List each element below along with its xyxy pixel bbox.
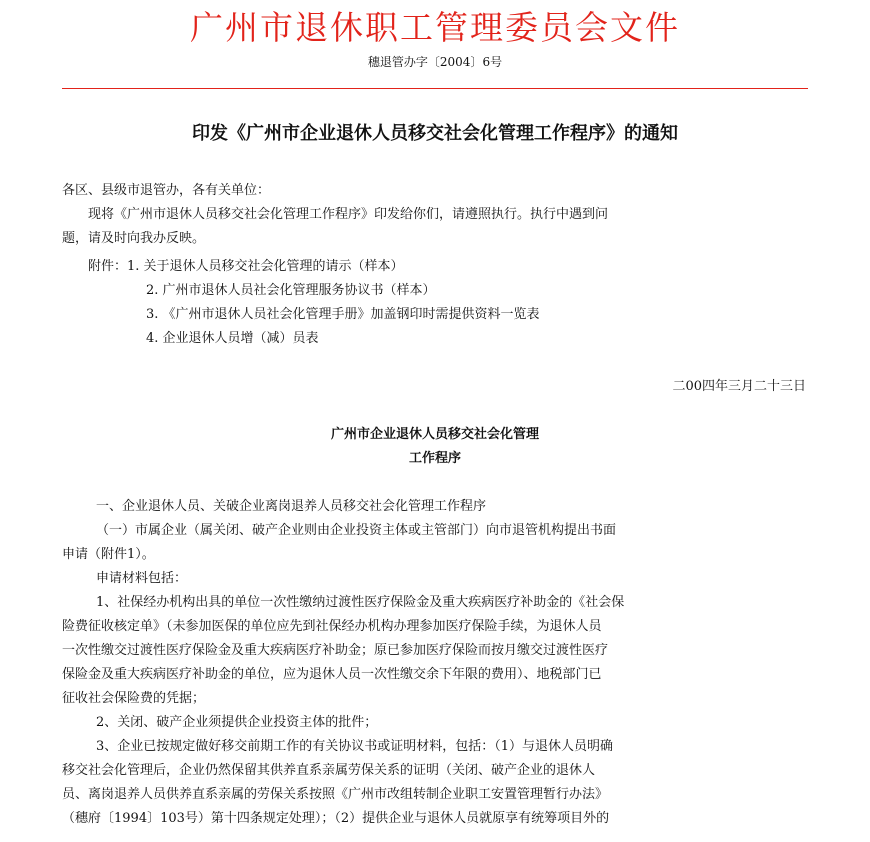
issue-date: 二00四年三月二十三日	[672, 379, 806, 394]
procedure-line: 申请材料包括：	[96, 571, 188, 586]
procedure-line: 员、离岗退养人员供养直系亲属的劳保关系按照《广州市改组转制企业职工安置管理暂行办法》	[62, 787, 609, 802]
procedure-line: 一、企业退休人员、关破企业离岗退养人员移交社会化管理工作程序	[96, 499, 487, 514]
attachment-item: 2. 广州市退休人员社会化管理服务协议书（样本）	[146, 283, 436, 298]
procedure-line: 征收社会保险费的凭据；	[62, 691, 206, 706]
procedure-line: 保险金及重大疾病医疗补助金的单位，应为退休人员一次性缴交余下年限的费用）、地税部门已	[62, 667, 602, 682]
procedure-line: 一次性缴交过渡性医疗保险金及重大疾病医疗补助金；原已参加医疗保险而按月缴交过渡性医疗	[62, 643, 609, 658]
body-paragraph-line: 题，请及时向我办反映。	[62, 231, 206, 246]
procedure-subtitle: 工作程序	[408, 451, 461, 466]
attachment-item: 附件：1. 关于退休人员移交社会化管理的请示（样本）	[88, 259, 404, 274]
document-header-title: 广州市退休职工管理委员会文件	[190, 8, 680, 47]
attachment-item: 3. 《广州市退休人员社会化管理手册》加盖钢印时需提供资料一览表	[146, 307, 540, 322]
procedure-line: 申请（附件1）。	[62, 547, 155, 562]
document-number: 穗退管办字〔2004〕6号	[367, 55, 503, 69]
procedure-line: 移交社会化管理后，企业仍然保留其供养直系亲属劳保关系的证明（关闭、破产企业的退休人	[62, 763, 596, 778]
procedure-line: 3、企业已按规定做好移交前期工作的有关协议书或证明材料，包括：（1）与退休人员明确	[96, 739, 614, 754]
procedure-title: 广州市企业退休人员移交社会化管理	[330, 427, 539, 442]
procedure-line: 险费征收核定单》（未参加医保的单位应先到社保经办机构办理参加医疗保险手续，为退休人员	[62, 619, 602, 634]
attachment-item: 4. 企业退休人员增（减）员表	[146, 331, 319, 346]
body-paragraph-line: 现将《广州市退休人员移交社会化管理工作程序》印发给你们，请遵照执行。执行中遇到问	[88, 207, 609, 222]
procedure-line: 1、社保经办机构出具的单位一次性缴纳过渡性医疗保险金及重大疾病医疗补助金的《社会保	[96, 595, 625, 610]
procedure-line: （一）市属企业（属关闭、破产企业则由企业投资主体或主管部门）向市退管机构提出书面	[96, 523, 617, 538]
procedure-line: 2、关闭、破产企业须提供企业投资主体的批件；	[96, 715, 378, 730]
addressee: 各区、县级市退管办，各有关单位：	[62, 183, 271, 198]
red-divider-line	[62, 88, 808, 89]
notice-title: 印发《广州市企业退休人员移交社会化管理工作程序》的通知	[192, 123, 678, 144]
procedure-line: （穗府〔1994〕103号）第十四条规定处理）；（2）提供企业与退休人员就原享有统筹项目外的	[62, 811, 610, 826]
